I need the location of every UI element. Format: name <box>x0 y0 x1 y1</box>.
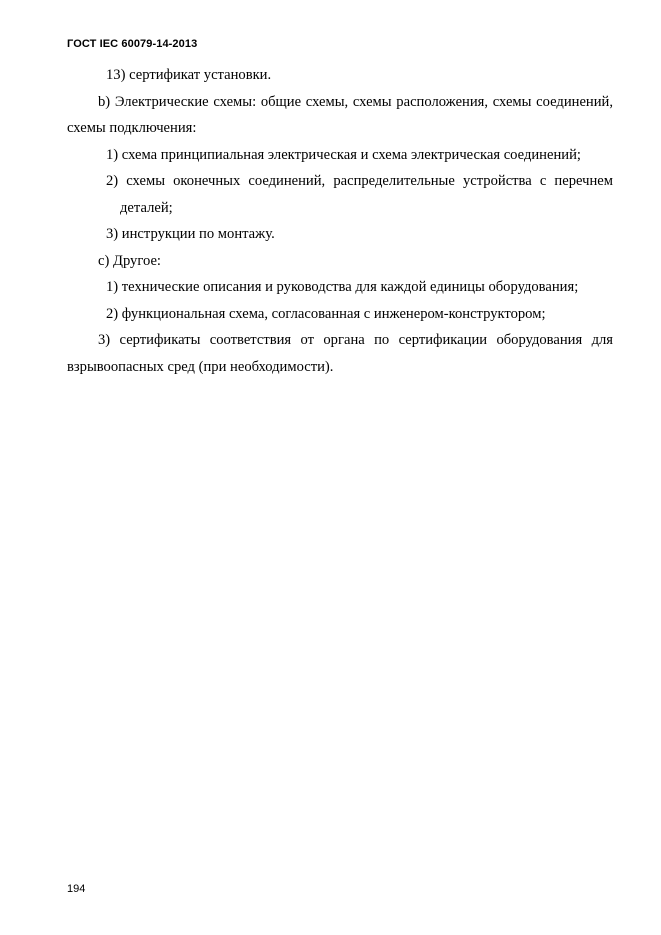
section-c-heading: c) Другое: <box>98 252 161 269</box>
section-c-item-2: 2) функциональная схема, согласованная с инженером-конструктором; <box>106 305 546 322</box>
section-c-item-3: 3) сертификаты соответствия от органа по сертификации оборудования для взрывоопасных сред (при необходимости). <box>67 332 613 375</box>
document-code-header: ГОСТ IEC 60079-14-2013 <box>67 38 198 50</box>
section-b-item-2: 2) схемы оконечных соединений, распределительные устройства с перечнем деталей; <box>106 173 613 216</box>
document-body <box>67 62 613 380</box>
section-b-item-1: 1) схема принципиальная электрическая и схема электрическая соединений; <box>106 146 581 163</box>
section-c-item-1: 1) технические описания и руководства для каждой единицы оборудования; <box>106 279 579 295</box>
list-item-13: 13) сертификат установки. <box>106 67 272 83</box>
section-b-heading: b) Электрические схемы: общие схемы, схемы расположения, схемы соединений, схемы подключения: <box>67 93 613 136</box>
section-b-item-3: 3) инструкции по монтажу. <box>106 226 275 242</box>
page-number: 194 <box>67 883 86 895</box>
